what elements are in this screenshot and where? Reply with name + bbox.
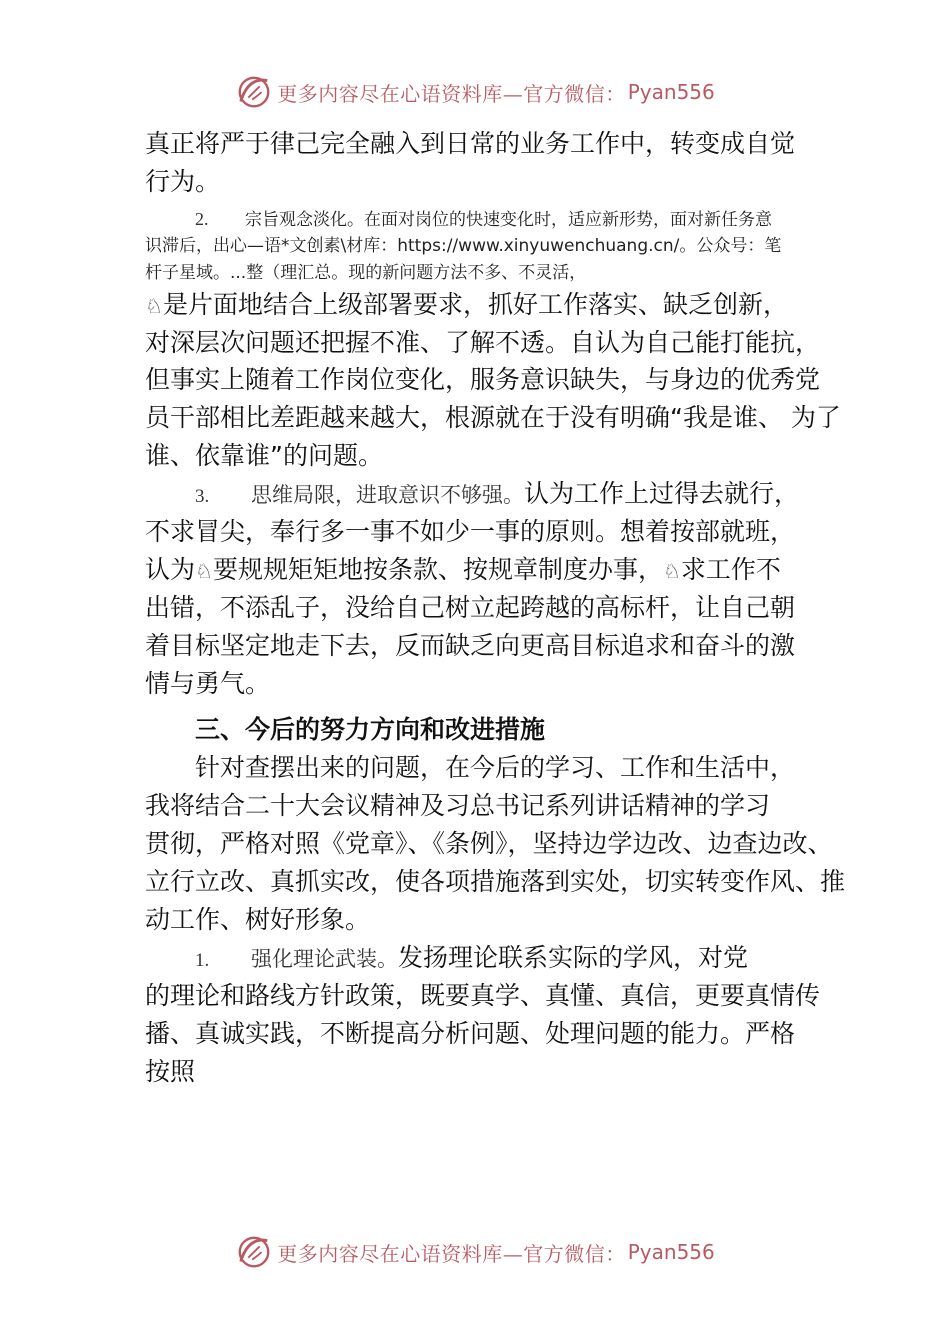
- text-line: 但事实上随着工作岗位变化，服务意识缺失，与身边的优秀党: [145, 365, 821, 394]
- text-line: 员干部相比差距越来越大，根源就在于没有明确“我是谁、 为了: [145, 403, 841, 432]
- text-span: 求工作不: [680, 555, 781, 584]
- garbled-glyph: ♘: [195, 559, 213, 583]
- text-line: 动工作、树好形象。: [145, 905, 371, 934]
- text-span: 要规规矩矩地按条款、按规章制度办事，: [212, 555, 663, 584]
- footer-banner-text: 更多内容尽在心语资料库—官方微信：: [277, 1241, 626, 1266]
- list-item-1-line: [195, 942, 748, 977]
- text-line: 行为。: [145, 167, 221, 196]
- header-wechat-id: Pyan556: [627, 80, 715, 104]
- list-number: 3.: [195, 486, 210, 507]
- list-item-heading: 思维局限，进取意识不够强。: [251, 483, 524, 507]
- text-line: 立行立改、真抓实改，使各项措施落到实处，切实转变作风、推: [145, 867, 846, 896]
- text-line: 情与勇气。: [145, 669, 271, 698]
- list-item-2-line: 杆子星域。...整（理汇总。现的新问题方法不多、不灵活，: [145, 263, 587, 283]
- text-span: 是片面地结合上级部署要求，抓好工作落实、缺乏创新，: [162, 290, 788, 319]
- header-banner-text: 更多内容尽在心语资料库—官方微信：: [277, 81, 626, 106]
- text-line: [145, 554, 781, 587]
- section-heading: 三、今后的努力方向和改进措施: [195, 715, 546, 744]
- list-item-2-line: [195, 208, 772, 231]
- text-line: 着目标坚定地走下去，反而缺乏向更高目标追求和奋斗的激: [145, 631, 796, 660]
- list-number: 2.: [195, 209, 209, 229]
- text-line: 真正将严于律己完全融入到日常的业务工作中，转变成自觉: [145, 129, 796, 158]
- footer-banner: [0, 1232, 950, 1272]
- text-span: 认为工作上过得去就行，: [524, 479, 800, 508]
- text-line: 针对查摆出来的问题，在今后的学习、工作和生活中，: [195, 753, 796, 782]
- text-line: 谁、依靠谁”的问题。: [145, 441, 383, 470]
- list-item-3-line: [195, 478, 799, 513]
- text-line: 播、真诚实践，不断提高分析问题、处理问题的能力。严格: [145, 1019, 796, 1048]
- garbled-glyph: ♘: [662, 559, 681, 583]
- footer-wechat-id: Pyan556: [627, 1240, 715, 1264]
- text-line: 不求冒尖，奉行多一事不如少一事的原则。想着按部就班，: [145, 517, 796, 546]
- list-item-text: 宗旨观念淡化。在面对岗位的快速变化时，适应新形势，面对新任务意: [245, 210, 772, 230]
- list-item-2-line: 识滞后，出心—语*文创素\材库：https://www.xinyuwenchuang.cn/。公众号：笔: [145, 236, 782, 256]
- text-line: 的理论和路线方针政策，既要真学、真懂、真信，更要真情传: [145, 981, 821, 1010]
- text-span: 发扬理论联系实际的学风，对党: [398, 943, 749, 972]
- xinyu-logo-icon: [235, 1233, 273, 1271]
- list-number: 1.: [195, 950, 210, 971]
- garbled-glyph: ♘: [145, 294, 163, 318]
- text-line: 按照: [145, 1057, 196, 1086]
- header-banner: [0, 72, 950, 112]
- text-line: 我将结合二十大会议精神及习总书记系列讲话精神的学习: [145, 791, 771, 820]
- text-line: 出错，不添乱子，没给自己树立起跨越的高标杆，让自己朝: [145, 593, 796, 622]
- xinyu-logo-icon: [235, 73, 273, 111]
- list-item-heading: 强化理论武装。: [251, 947, 398, 971]
- text-span: 认为: [145, 555, 196, 584]
- text-line: [145, 289, 788, 322]
- text-line: 贯彻，严格对照《党章》、《条例》，坚持边学边改、边查边改、: [145, 829, 833, 858]
- text-line: 对深层次问题还把握不准、了解不透。自认为自己能打能抗，: [145, 328, 821, 357]
